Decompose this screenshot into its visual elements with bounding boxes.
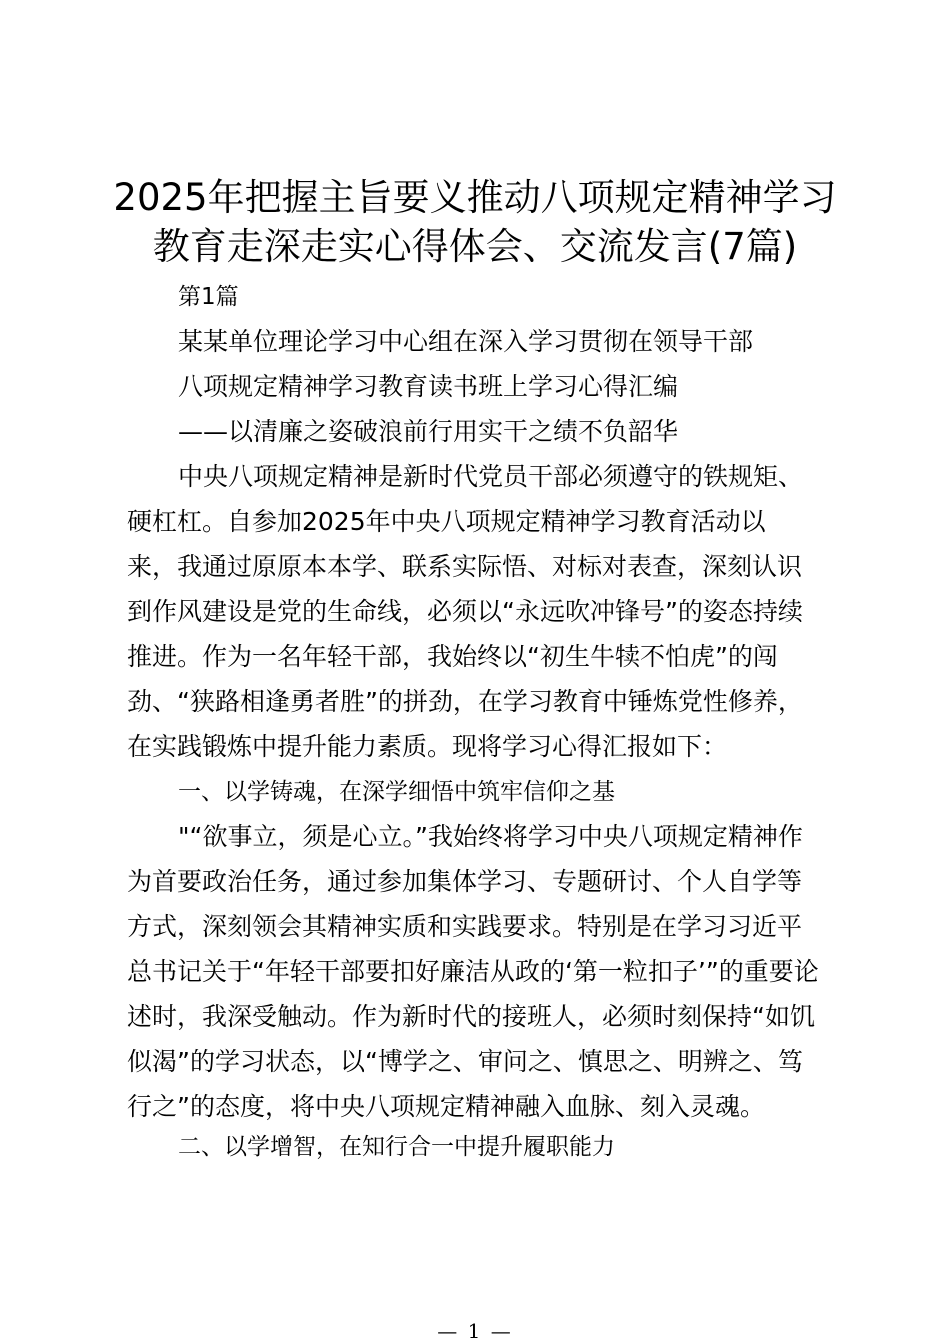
document-title-line-2: 教育走深走实心得体会、交流发言(7篇) [152, 225, 798, 268]
section-heading-2: 二、以学增智，在知行合一中提升履职能力 [178, 1134, 615, 1160]
paragraph-1-line-2: 硬杠杠。自参加2025年中央八项规定精神学习教育活动以 [127, 507, 766, 536]
page-number: — 1 — [437, 1319, 513, 1343]
paragraph-2-line-5: 述时，我深受触动。作为新时代的接班人，必须时刻保持“如饥 [127, 1002, 815, 1031]
paragraph-1-line-1: 中央八项规定精神是新时代党员干部必须遵守的铁规矩、 [178, 462, 804, 491]
paragraph-1-line-5: 推进。作为一名年轻干部，我始终以“初生牛犊不怕虎”的闯 [127, 642, 778, 671]
chapter-label: 第1篇 [178, 284, 239, 310]
paragraph-2-line-6: 似渴”的学习状态，以“博学之、审问之、慎思之、明辨之、笃 [127, 1047, 803, 1076]
document-title-line-1: 2025年把握主旨要义推动八项规定精神学习 [113, 176, 837, 219]
sub-title-line-2: 八项规定精神学习教育读书班上学习心得汇编 [178, 372, 679, 401]
paragraph-2-line-2: 为首要政治任务，通过参加集体学习、专题研讨、个人自学等 [127, 867, 803, 896]
paragraph-1-line-3: 来，我通过原原本本学、联系实际悟、对标对表查，深刻认识 [127, 552, 803, 581]
paragraph-1-line-6: 劲、“狭路相逢勇者胜”的拼劲，在学习教育中锤炼党性修养， [127, 687, 803, 716]
sub-title-line-3: ——以清廉之姿破浪前行用实干之绩不负韶华 [178, 417, 679, 446]
paragraph-2-line-7: 行之”的态度，将中央八项规定精神融入血脉、刻入灵魂。 [127, 1092, 765, 1121]
paragraph-1-line-4: 到作风建设是党的生命线，必须以“永远吹冲锋号”的姿态持续 [127, 597, 803, 626]
sub-title-line-1: 某某单位理论学习中心组在深入学习贯彻在领导干部 [178, 327, 754, 356]
paragraph-2-line-1: "“欲事立，须是心立。”我始终将学习中央八项规定精神作 [178, 822, 803, 851]
paragraph-2-line-3: 方式，深刻领会其精神实质和实践要求。特别是在学习习近平 [127, 912, 803, 941]
paragraph-1-line-7: 在实践锻炼中提升能力素质。现将学习心得汇报如下： [127, 732, 728, 761]
section-heading-1: 一、以学铸魂，在深学细悟中筑牢信仰之基 [178, 779, 615, 805]
paragraph-2-line-4: 总书记关于“年轻干部要扣好廉洁从政的‘第一粒扣子’”的重要论 [127, 957, 819, 986]
